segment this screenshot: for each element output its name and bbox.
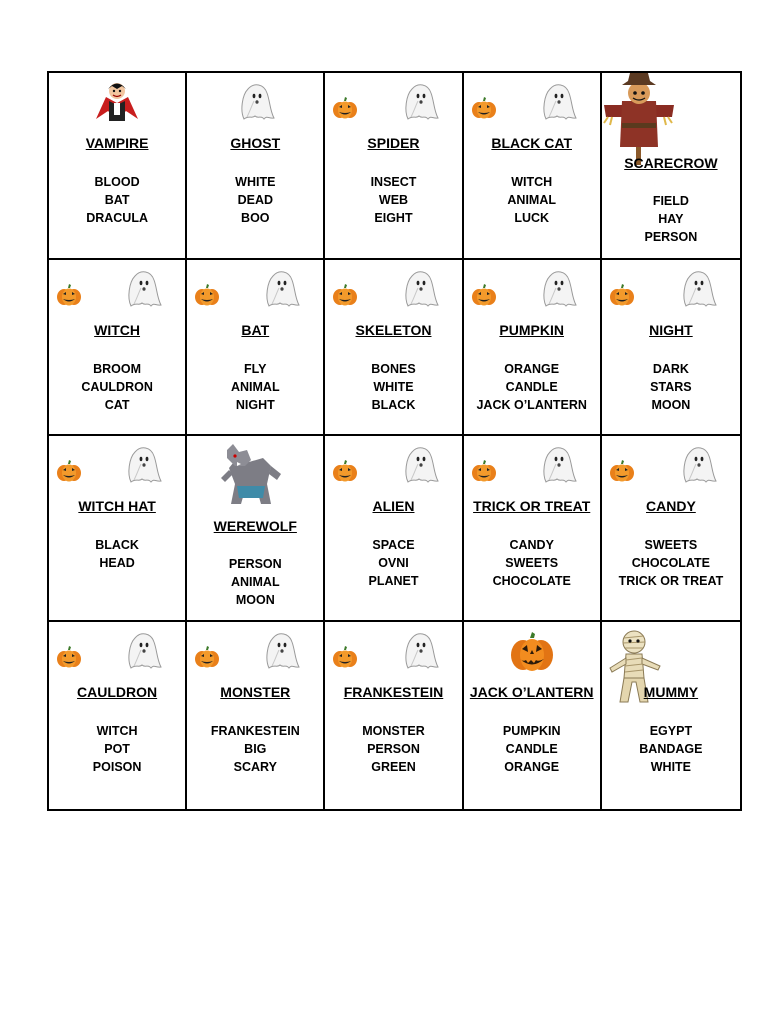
card-word: EIGHT [374, 211, 413, 225]
pumpkin-icon [471, 284, 497, 306]
card-alien [325, 436, 463, 622]
card-word-list [49, 722, 185, 776]
card-word: SWEETS [505, 556, 559, 570]
card-title: SPIDER [367, 135, 420, 151]
ghost-icon [534, 268, 580, 308]
card-word: CANDLE [505, 380, 558, 394]
card-word-list [325, 173, 461, 227]
card-title: MONSTER [220, 684, 291, 700]
card-title: BLACK CAT [491, 135, 572, 151]
card-title: WITCH HAT [78, 498, 156, 514]
card-skeleton [325, 260, 463, 436]
card-word: PLANET [368, 574, 419, 588]
card-word: OVNI [378, 556, 409, 570]
card-word: FRANKESTEIN [210, 724, 300, 738]
ghost-icon [396, 444, 442, 484]
card-cauldron [49, 622, 187, 809]
card-word: CHOCOLATE [492, 574, 571, 588]
card-title: CANDY [646, 498, 696, 514]
pumpkin-icon [56, 646, 82, 668]
card-word: WHITE [373, 380, 414, 394]
card-title: MUMMY [643, 684, 699, 700]
card-icons [325, 77, 461, 125]
ghost-icon [232, 81, 278, 121]
card-icons [602, 440, 740, 488]
card-icons [325, 440, 461, 488]
card-title: JACK O’LANTERN [469, 684, 594, 700]
card-word-list [602, 360, 740, 414]
card-word: WITCH [511, 175, 553, 189]
card-word-list [464, 173, 600, 227]
card-word: PERSON [644, 230, 698, 244]
card-black-cat [464, 73, 602, 260]
card-word: SCARY [233, 760, 277, 774]
card-word-list [49, 173, 185, 227]
card-word: MOON [235, 593, 275, 607]
card-icons [602, 264, 740, 312]
card-title: WEREWOLF [213, 518, 297, 534]
card-word: BANDAGE [639, 742, 703, 756]
card-trick-or-treat [464, 436, 602, 622]
card-word-list [187, 722, 323, 776]
card-word: CHOCOLATE [631, 556, 711, 570]
ghost-icon [119, 630, 165, 670]
ghost-icon [534, 81, 580, 121]
card-word: GREEN [371, 760, 416, 774]
card-title: CAULDRON [77, 684, 158, 700]
card-title: WITCH [94, 322, 141, 338]
pumpkin-icon [471, 460, 497, 482]
card-icons [187, 77, 323, 125]
card-word-list [602, 536, 740, 590]
taboo-card-grid [47, 71, 742, 811]
card-word: ORANGE [504, 760, 560, 774]
card-word: ANIMAL [230, 380, 280, 394]
card-monster [187, 622, 325, 809]
card-title: TRICK OR TREAT [473, 498, 591, 514]
card-title: PUMPKIN [499, 322, 564, 338]
card-icons [602, 626, 740, 674]
pumpkin-icon [332, 97, 358, 119]
card-icons [602, 77, 740, 125]
card-word-list [602, 722, 740, 776]
card-bat [187, 260, 325, 436]
card-word: CANDLE [505, 742, 558, 756]
card-word: LUCK [514, 211, 550, 225]
card-word: CANDY [509, 538, 554, 552]
card-word: ANIMAL [507, 193, 556, 207]
card-word: MOON [651, 398, 691, 412]
card-title: NIGHT [649, 322, 693, 338]
card-word: BROOM [93, 362, 142, 376]
card-word-list [187, 360, 323, 414]
card-scarecrow [602, 73, 740, 260]
pumpkin-icon [332, 284, 358, 306]
card-icons [49, 77, 185, 125]
card-icons [464, 440, 600, 488]
ghost-icon [257, 630, 303, 670]
card-title: SKELETON [355, 322, 432, 338]
card-word: BLACK [371, 398, 416, 412]
card-word: POT [104, 742, 130, 756]
pumpkin-icon [609, 284, 635, 306]
card-word-list [325, 536, 461, 590]
card-word: CAULDRON [81, 380, 153, 394]
card-word: JACK O’LANTERN [476, 398, 587, 412]
card-word: STARS [650, 380, 692, 394]
card-word: WITCH [96, 724, 138, 738]
card-word: FLY [244, 362, 267, 376]
card-word: PERSON [228, 557, 282, 571]
pumpkin-icon [471, 97, 497, 119]
card-word: DARK [652, 362, 689, 376]
ghost-icon [396, 268, 442, 308]
card-word: DEAD [237, 193, 273, 207]
ghost-icon [119, 268, 165, 308]
card-icons [325, 626, 461, 674]
card-word: HEAD [99, 556, 135, 570]
card-title: VAMPIRE [85, 135, 149, 151]
card-word-list [49, 360, 185, 414]
pumpkin-icon [194, 284, 220, 306]
card-word-list [325, 360, 461, 414]
card-word: DRACULA [86, 211, 148, 225]
card-witch [49, 260, 187, 436]
card-jack-o-lantern [464, 622, 602, 809]
card-night [602, 260, 740, 436]
card-word: NIGHT [235, 398, 275, 412]
card-word: BIG [244, 742, 267, 756]
ghost-icon [396, 630, 442, 670]
card-icons [325, 264, 461, 312]
werewolf-icon [217, 444, 285, 511]
card-word: BAT [104, 193, 130, 207]
card-word: WHITE [235, 175, 276, 189]
card-word-list [464, 722, 600, 776]
card-word: BLACK [95, 538, 139, 552]
card-icons [464, 626, 600, 674]
card-title: FRANKESTEIN [343, 684, 444, 700]
pumpkin-icon [56, 284, 82, 306]
card-word: FIELD [652, 194, 689, 208]
card-word-list [187, 555, 323, 609]
card-icons [187, 626, 323, 674]
card-icons [187, 264, 323, 312]
card-word: ORANGE [504, 362, 560, 376]
card-word-list [602, 192, 740, 246]
card-word: MONSTER [362, 724, 425, 738]
card-title: GHOST [230, 135, 281, 151]
card-witch-hat [49, 436, 187, 622]
card-icons [464, 77, 600, 125]
card-word: INSECT [370, 175, 417, 189]
card-icons [49, 626, 185, 674]
jack-o-lantern-icon [510, 632, 554, 677]
card-word: HAY [658, 212, 684, 226]
card-icons [187, 440, 323, 488]
card-mummy [602, 622, 740, 809]
card-icons [464, 264, 600, 312]
pumpkin-icon [332, 460, 358, 482]
card-word: PUMPKIN [502, 724, 561, 738]
card-word: SWEETS [644, 538, 698, 552]
card-vampire [49, 73, 187, 260]
card-title: ALIEN [372, 498, 415, 514]
ghost-icon [119, 444, 165, 484]
card-word: PERSON [367, 742, 420, 756]
pumpkin-icon [332, 646, 358, 668]
card-icons [49, 440, 185, 488]
card-word: CAT [104, 398, 130, 412]
card-title: BAT [241, 322, 270, 338]
card-ghost [187, 73, 325, 260]
card-word: SPACE [372, 538, 415, 552]
card-word: POISON [92, 760, 142, 774]
card-werewolf [187, 436, 325, 622]
card-pumpkin [464, 260, 602, 436]
card-word: ANIMAL [230, 575, 280, 589]
card-word: EGYPT [649, 724, 693, 738]
card-frankestein [325, 622, 463, 809]
card-word: WEB [378, 193, 409, 207]
ghost-icon [396, 81, 442, 121]
card-word-list [464, 360, 600, 414]
pumpkin-icon [56, 460, 82, 482]
ghost-icon [674, 444, 720, 484]
vampire-icon [92, 79, 142, 128]
card-word: BLOOD [94, 175, 140, 189]
card-word: WHITE [650, 760, 692, 774]
card-word: BONES [371, 362, 416, 376]
card-word: BOO [241, 211, 270, 225]
pumpkin-icon [609, 460, 635, 482]
ghost-icon [674, 268, 720, 308]
card-word: TRICK OR TREAT [618, 574, 724, 588]
card-spider [325, 73, 463, 260]
ghost-icon [534, 444, 580, 484]
card-word-list [49, 536, 185, 572]
card-candy [602, 436, 740, 622]
card-word-list [325, 722, 461, 776]
card-icons [49, 264, 185, 312]
pumpkin-icon [194, 646, 220, 668]
card-title: SCARECROW [624, 155, 718, 171]
ghost-icon [257, 268, 303, 308]
card-word-list [464, 536, 600, 590]
card-word-list [187, 173, 323, 227]
